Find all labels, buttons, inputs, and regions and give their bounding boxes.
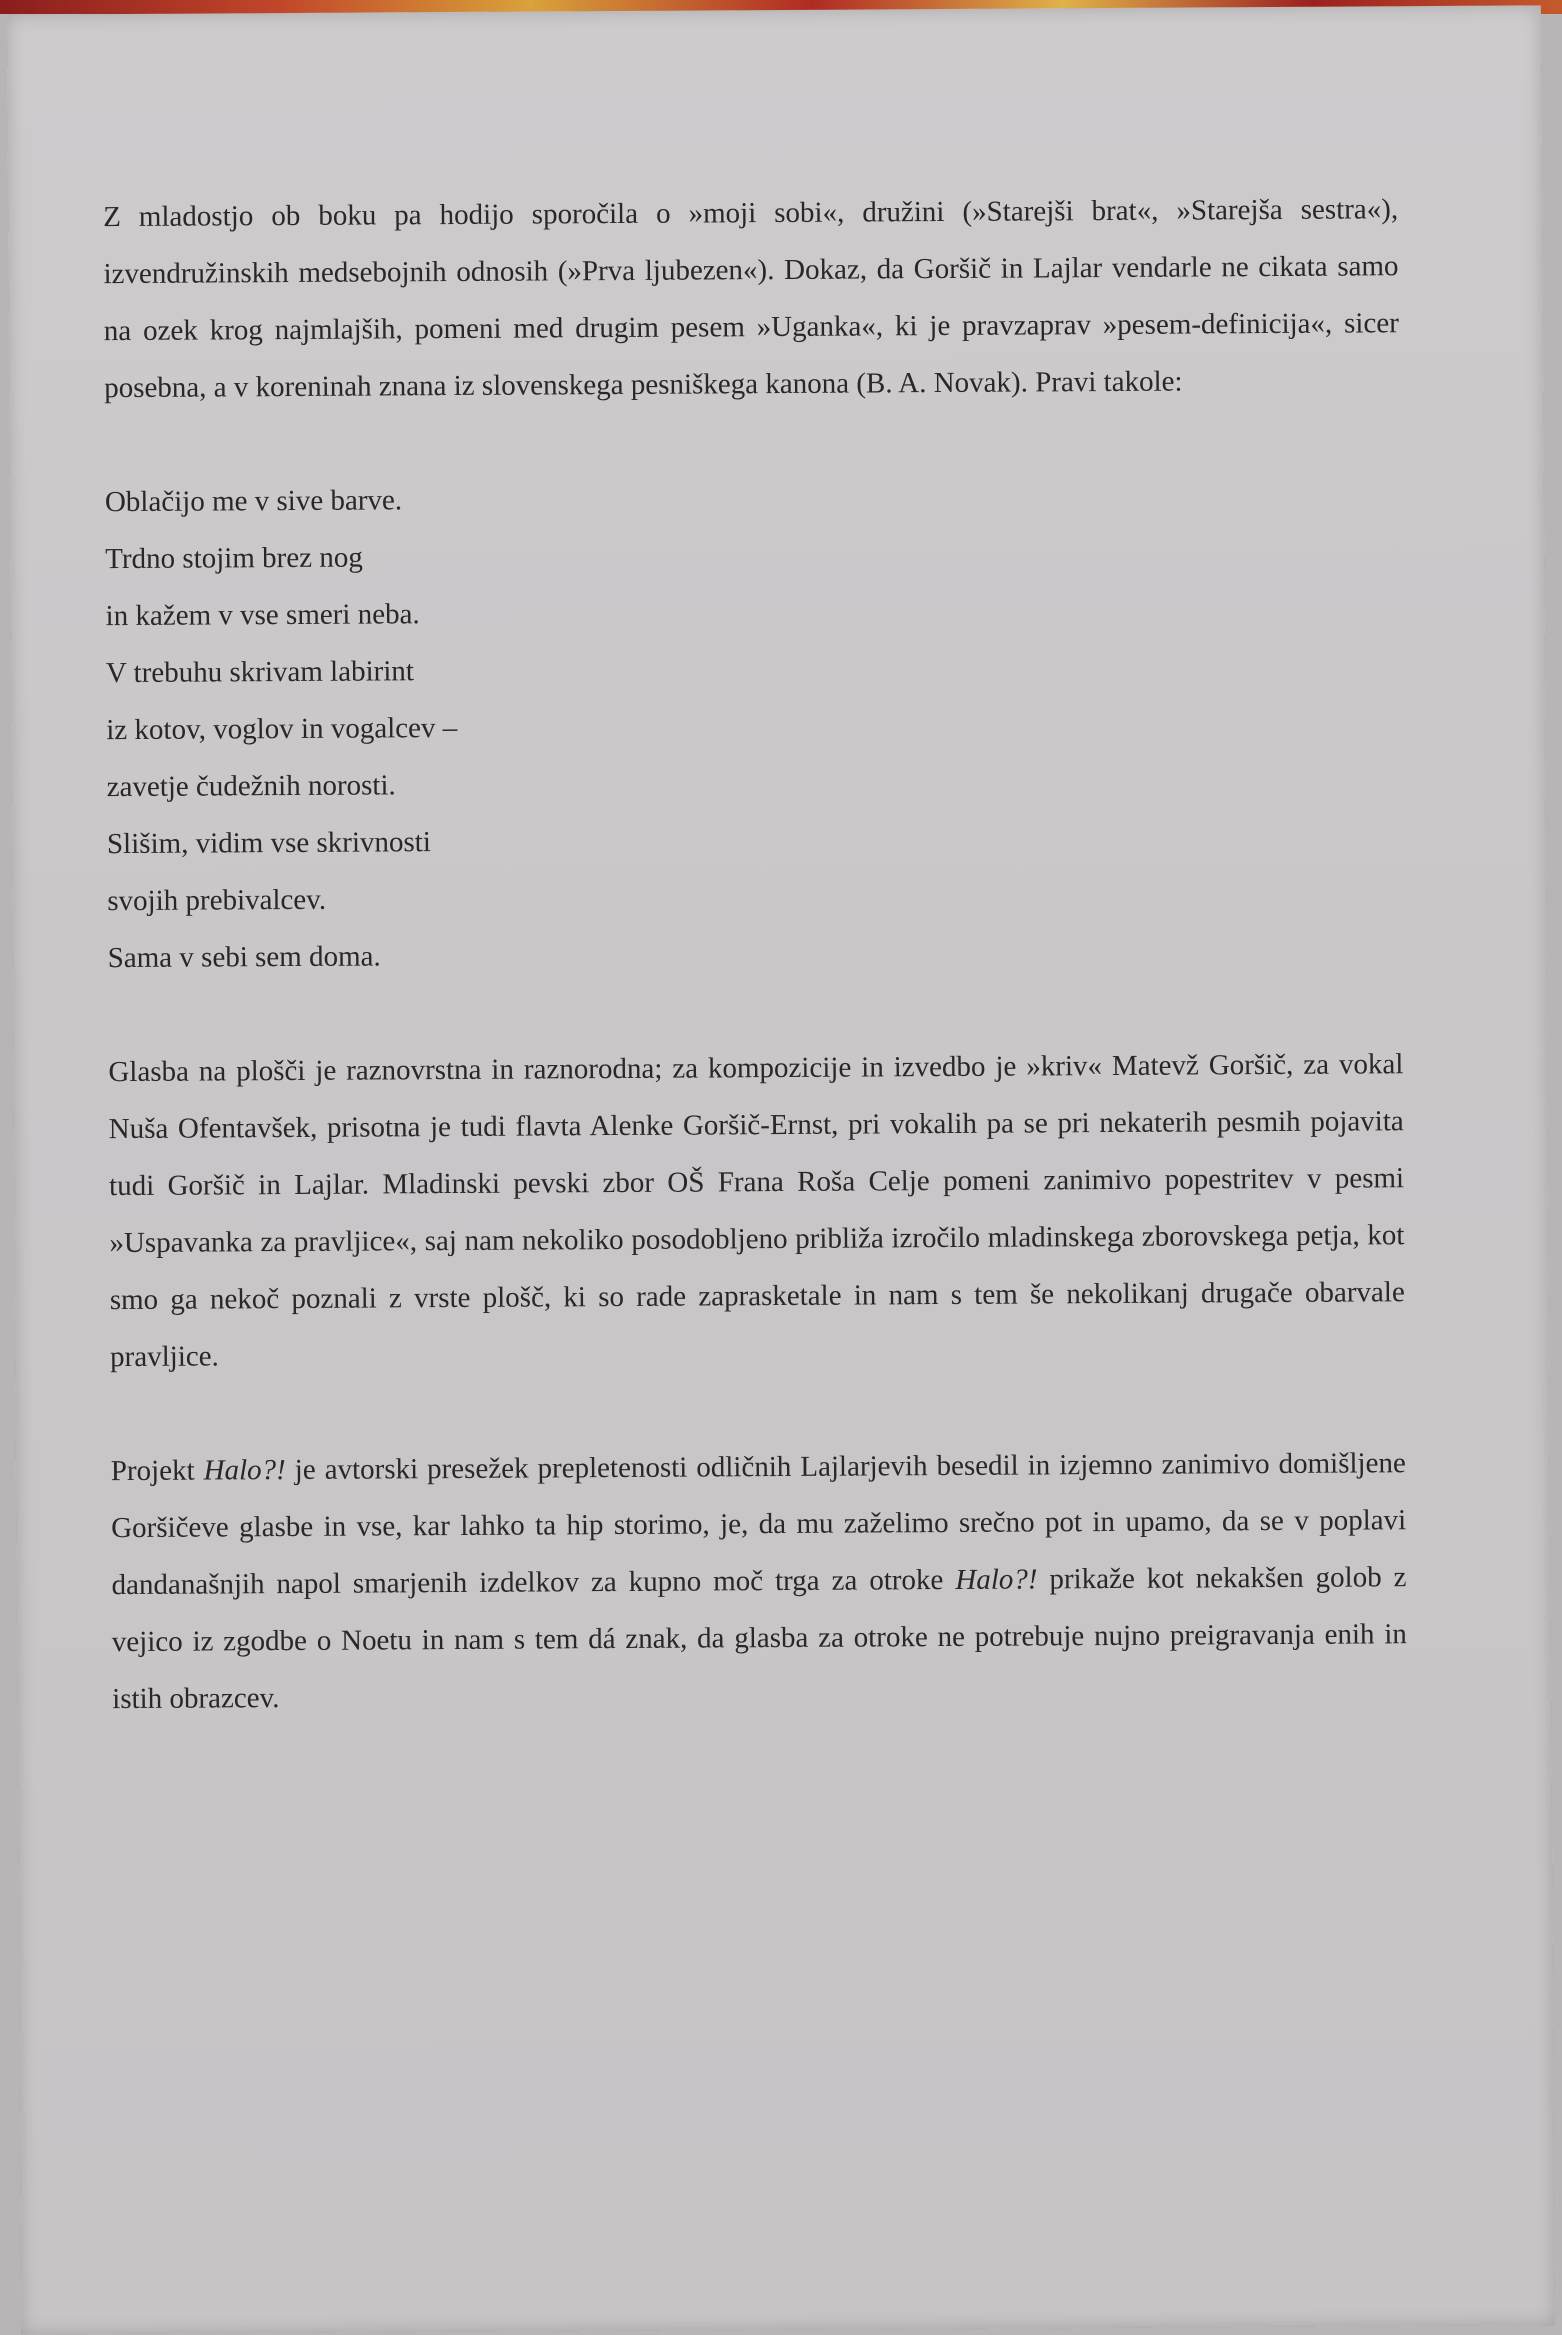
poem-line: Oblačijo me v sive barve. bbox=[104, 484, 403, 519]
paragraph-conclusion bbox=[111, 1435, 1408, 1728]
poem-line: svojih prebivalcev. bbox=[107, 883, 327, 918]
book-page bbox=[7, 5, 1555, 2334]
paragraph-music: Glasba na plošči je raznovrstna in raznorodna; za kompozicije in izvedbo je »kriv« Matevž Goršič, za vokal Nuša Ofentavšek, prisotna je tudi flavta Alenke Goršič-Ernst, pri vokalih pa se pri nekaterih pesmih pojavita tudi Goršič in Lajlar. Mladinski pevski zbor OŠ Frana Roša Celje pomeni zanimivo popestritev v pesmi »Uspavanka za pravljice«, saj nam nekoliko posodobljeno približa izročilo mladinskega zborovskega petja, kot smo ga nekoč poznali z vrste plošč, ki so rade zaprasketale in nam s tem še nekolikanj drugače obarvale pravljice. bbox=[108, 1048, 1405, 1374]
poem-line: Sama v sebi sem doma. bbox=[107, 940, 381, 975]
conclusion-text-2: je avtorski presežek prepletenosti odličnih Lajlarjevih besedil in izjemno zanimivo domišljene Goršičeve glasbe in vse, kar lahko ta hip storimo, je, da mu zaželimo srečno pot in upamo, da se v poplavi dandanašnjih napol smarjenih izdelkov za kupno moč trga za otroke bbox=[111, 1447, 1407, 1602]
conclusion-text-3: prikaže kot nekakšen golob z vejico iz zgodbe o Noetu in nam s tem dá znak, da glasba za otroke ne potrebuje nujno preigravanja enih in istih obrazcev. bbox=[111, 1561, 1407, 1716]
page-text bbox=[103, 181, 1407, 1728]
poem-line: iz kotov, voglov in vogalcev – bbox=[106, 711, 458, 747]
conclusion-text-1: Projekt bbox=[110, 1454, 204, 1488]
project-title: Halo?! bbox=[955, 1563, 1038, 1596]
poem-uganka bbox=[105, 466, 1403, 987]
poem-line: Trdno stojim brez nog bbox=[105, 541, 363, 576]
poem-line: zavetje čudežnih norosti. bbox=[106, 769, 396, 804]
poem-line: Slišim, vidim vse skrivnosti bbox=[106, 826, 431, 861]
paragraph-intro: Z mladostjo ob boku pa hodijo sporočila o »moji sobi«, družini (»Starejši brat«, »Starejša sestra«), izvendružinskih medsebojnih odnosih (»Prva ljubezen«). Dokaz, da Goršič in Lajlar vendarle ne cikata samo na ozek krog najmlajših, pomeni med drugim pesem »Uganka«, ki je pravzaprav »pesem-definicija«, sicer posebna, a v koreninah znana iz slovenskega pesniškega kanona (B. A. Novak). Pravi takole: bbox=[103, 193, 1399, 405]
project-title: Halo?! bbox=[203, 1454, 286, 1487]
poem-line: V trebuhu skrivam labirint bbox=[105, 655, 414, 690]
poem-line: in kažem v vse smeri neba. bbox=[105, 598, 420, 633]
